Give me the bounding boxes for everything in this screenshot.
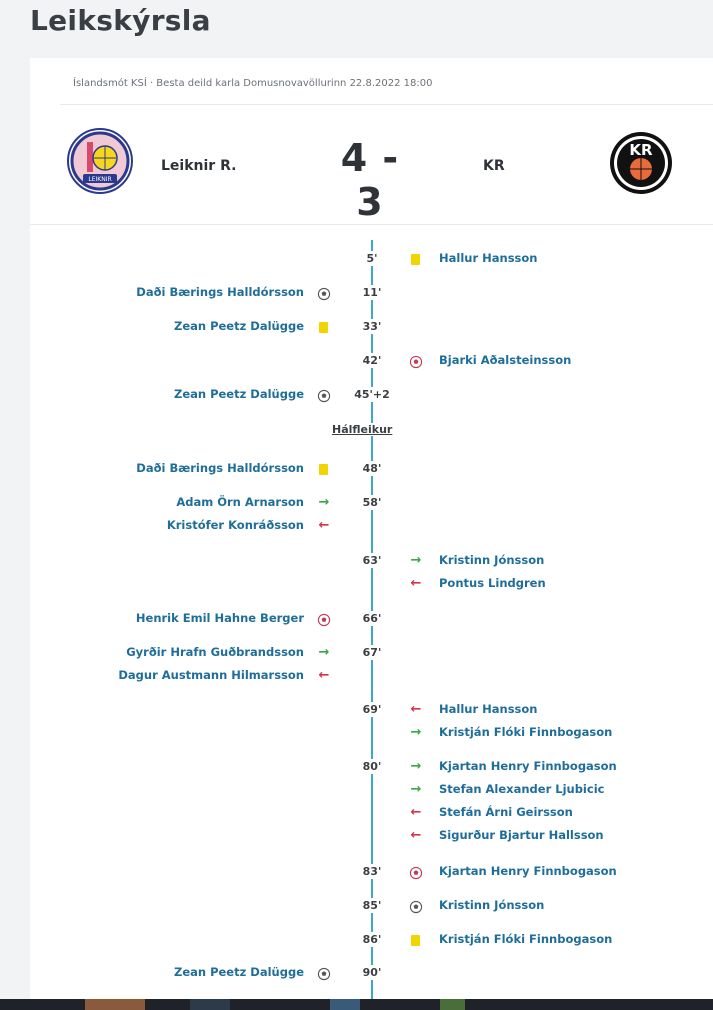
- halftime-label: Hálfleikur: [332, 423, 393, 436]
- away-player-link[interactable]: Kristján Flóki Finnbogason: [439, 932, 613, 946]
- away-player-link[interactable]: Hallur Hansson: [439, 251, 538, 265]
- home-player-link[interactable]: Zean Peetz Dalügge: [173, 319, 304, 333]
- home-player-link[interactable]: Zean Peetz Dalügge: [173, 387, 304, 401]
- event-minute: 85': [345, 898, 399, 913]
- goal-ball-icon: [317, 966, 331, 980]
- away-player-link[interactable]: Stefán Árni Geirsson: [439, 805, 573, 819]
- away-logo-text: KR: [629, 141, 653, 159]
- home-player-link[interactable]: Adam Örn Arnarson: [176, 495, 304, 509]
- away-player-link[interactable]: Pontus Lindgren: [439, 576, 546, 590]
- event-minute: 5': [345, 251, 399, 266]
- event-minute: 66': [345, 611, 399, 626]
- divider: [30, 224, 713, 225]
- home-player-link[interactable]: Daði Bærings Halldórsson: [136, 285, 304, 299]
- home-player-link[interactable]: Henrik Emil Hahne Berger: [135, 611, 304, 625]
- yellow-card-icon: [409, 933, 423, 947]
- away-player-link[interactable]: Kristinn Jónsson: [439, 553, 545, 567]
- sub-in-arrow-icon: →: [410, 782, 422, 797]
- event-minute: 83': [345, 864, 399, 879]
- sub-in-arrow-icon: →: [410, 553, 422, 568]
- away-team-name[interactable]: KR: [483, 158, 505, 174]
- sub-out-arrow-icon: ←: [410, 805, 422, 820]
- event-minute: 48': [345, 461, 399, 476]
- home-player-link[interactable]: Daði Bærings Halldórsson: [136, 461, 304, 475]
- event-minute: 67': [345, 645, 399, 660]
- penalty-goal-icon: [317, 612, 331, 626]
- away-player-link[interactable]: Kjartan Henry Finnbogason: [439, 759, 617, 773]
- event-minute: 11': [345, 285, 399, 300]
- event-minute: 63': [345, 553, 399, 568]
- yellow-card-icon: [317, 320, 331, 334]
- event-minute: 45'+2: [345, 387, 399, 402]
- home-player-link[interactable]: Gyrðir Hrafn Guðbrandsson: [126, 645, 304, 659]
- away-player-link[interactable]: Kristinn Jónsson: [439, 898, 545, 912]
- penalty-goal-icon: [409, 865, 423, 879]
- away-player-link[interactable]: Hallur Hansson: [439, 702, 538, 716]
- sub-in-arrow-icon: →: [318, 495, 330, 510]
- event-minute: 33': [345, 319, 399, 334]
- event-minute: 80': [345, 759, 399, 774]
- os-taskbar: [0, 999, 713, 1010]
- sub-out-arrow-icon: ←: [410, 576, 422, 591]
- away-player-link[interactable]: Stefan Alexander Ljubicic: [439, 782, 605, 796]
- home-team-logo[interactable]: [67, 128, 133, 194]
- goal-ball-icon: [317, 286, 331, 300]
- event-minute: 42': [345, 353, 399, 368]
- sub-in-arrow-icon: →: [318, 645, 330, 660]
- event-minute: 69': [345, 702, 399, 717]
- home-player-link[interactable]: Kristófer Konráðsson: [166, 518, 304, 532]
- goal-ball-icon: [317, 388, 331, 402]
- sub-out-arrow-icon: ←: [410, 702, 422, 717]
- sub-in-arrow-icon: →: [410, 759, 422, 774]
- away-player-link[interactable]: Kristján Flóki Finnbogason: [439, 725, 613, 739]
- away-player-link[interactable]: Bjarki Aðalsteinsson: [439, 353, 572, 367]
- yellow-card-icon: [409, 252, 423, 266]
- away-team-logo[interactable]: [609, 131, 673, 195]
- away-player-link[interactable]: Sigurður Bjartur Hallsson: [439, 828, 604, 842]
- sub-out-arrow-icon: ←: [318, 518, 330, 533]
- home-team-name[interactable]: Leiknir R.: [161, 158, 237, 174]
- scoreboard: [30, 106, 713, 224]
- goal-ball-icon: [409, 899, 423, 913]
- away-player-link[interactable]: Kjartan Henry Finnbogason: [439, 864, 617, 878]
- match-score: 4 - 3: [340, 136, 400, 224]
- sub-out-arrow-icon: ←: [410, 828, 422, 843]
- event-minute: 90': [345, 965, 399, 980]
- match-meta: Íslandsmót KSÍ · Besta deild karla Domusnovavöllurinn 22.8.2022 18:00: [73, 78, 433, 89]
- page-title: Leikskýrsla: [30, 4, 211, 37]
- event-minute: 86': [345, 932, 399, 947]
- event-minute: 58': [345, 495, 399, 510]
- penalty-goal-icon: [409, 354, 423, 368]
- sub-in-arrow-icon: →: [410, 725, 422, 740]
- sub-out-arrow-icon: ←: [318, 668, 330, 683]
- yellow-card-icon: [317, 462, 331, 476]
- home-player-link[interactable]: Zean Peetz Dalügge: [173, 965, 304, 979]
- home-player-link[interactable]: Dagur Austmann Hilmarsson: [118, 668, 304, 682]
- home-logo-text: LEIKNIR: [88, 176, 112, 183]
- divider: [60, 104, 713, 105]
